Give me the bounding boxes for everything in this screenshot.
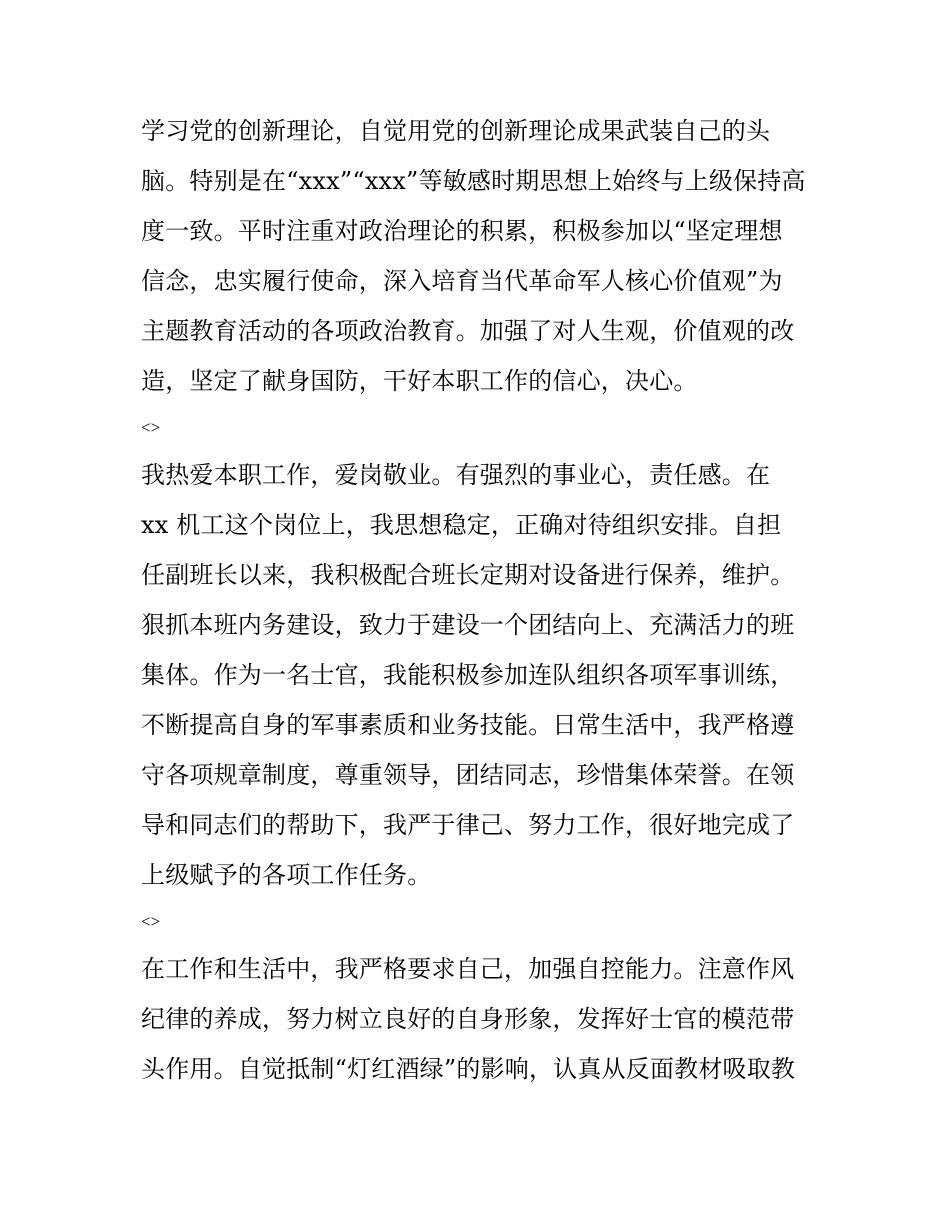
text-line: 导和同志们的帮助下，我严于律己、努力工作，很好地完成了: [141, 811, 795, 839]
text-line: 守各项规章制度，尊重领导，团结同志，珍惜集体荣誉。在领: [141, 761, 795, 789]
text-line: 上级赋予的各项工作任务。: [141, 861, 432, 889]
text-line: 纪律的养成，努力树立良好的自身形象，发挥好士官的模范带: [141, 1005, 795, 1033]
paragraph-discipline: [141, 944, 821, 1094]
text-line: 度一致。平时注重对政治理论的积累，积极参加以“坚定理想: [141, 217, 783, 245]
text-line: 学习党的创新理论，自觉用党的创新理论成果武装自己的头: [141, 117, 771, 145]
text-line: 狠抓本班内务建设，致力于建设一个团结向上、充满活力的班: [141, 611, 795, 639]
text-line: 信念，忠实履行使命，深入培育当代革命军人核心价值观”为: [141, 267, 783, 295]
text-line: 脑。特别是在“xxx”“xxx”等敏感时期思想上始终与上级保持高: [141, 167, 806, 195]
paragraph-political-study: [141, 106, 821, 406]
text-line: 集体。作为一名士官，我能积极参加连队组织各项军事训练，: [141, 661, 795, 689]
text-line: 在工作和生活中，我严格要求自己，加强自控能力。注意作风: [141, 955, 795, 983]
paragraph-work-attitude: [141, 450, 821, 900]
text-line: xx 机工这个岗位上，我思想稳定，正确对待组织安排。自担: [141, 511, 782, 539]
text-line: 头作用。自觉抵制“灯红酒绿”的影响，认真从反面教材吸取教: [141, 1055, 796, 1083]
section-marker: <>: [141, 912, 161, 931]
text-line: 我热爱本职工作，爱岗敬业。有强烈的事业心，责任感。在: [141, 461, 771, 489]
text-line: 造，坚定了献身国防，干好本职工作的信心，决心。: [141, 367, 698, 395]
document-body: [141, 106, 821, 1094]
section-marker: <>: [141, 418, 161, 437]
text-line: 主题教育活动的各项政治教育。加强了对人生观，价值观的改: [141, 317, 795, 345]
text-line: 任副班长以来，我积极配合班长定期对设备进行保养，维护。: [141, 561, 795, 589]
text-line: 不断提高自身的军事素质和业务技能。日常生活中，我严格遵: [141, 711, 795, 739]
